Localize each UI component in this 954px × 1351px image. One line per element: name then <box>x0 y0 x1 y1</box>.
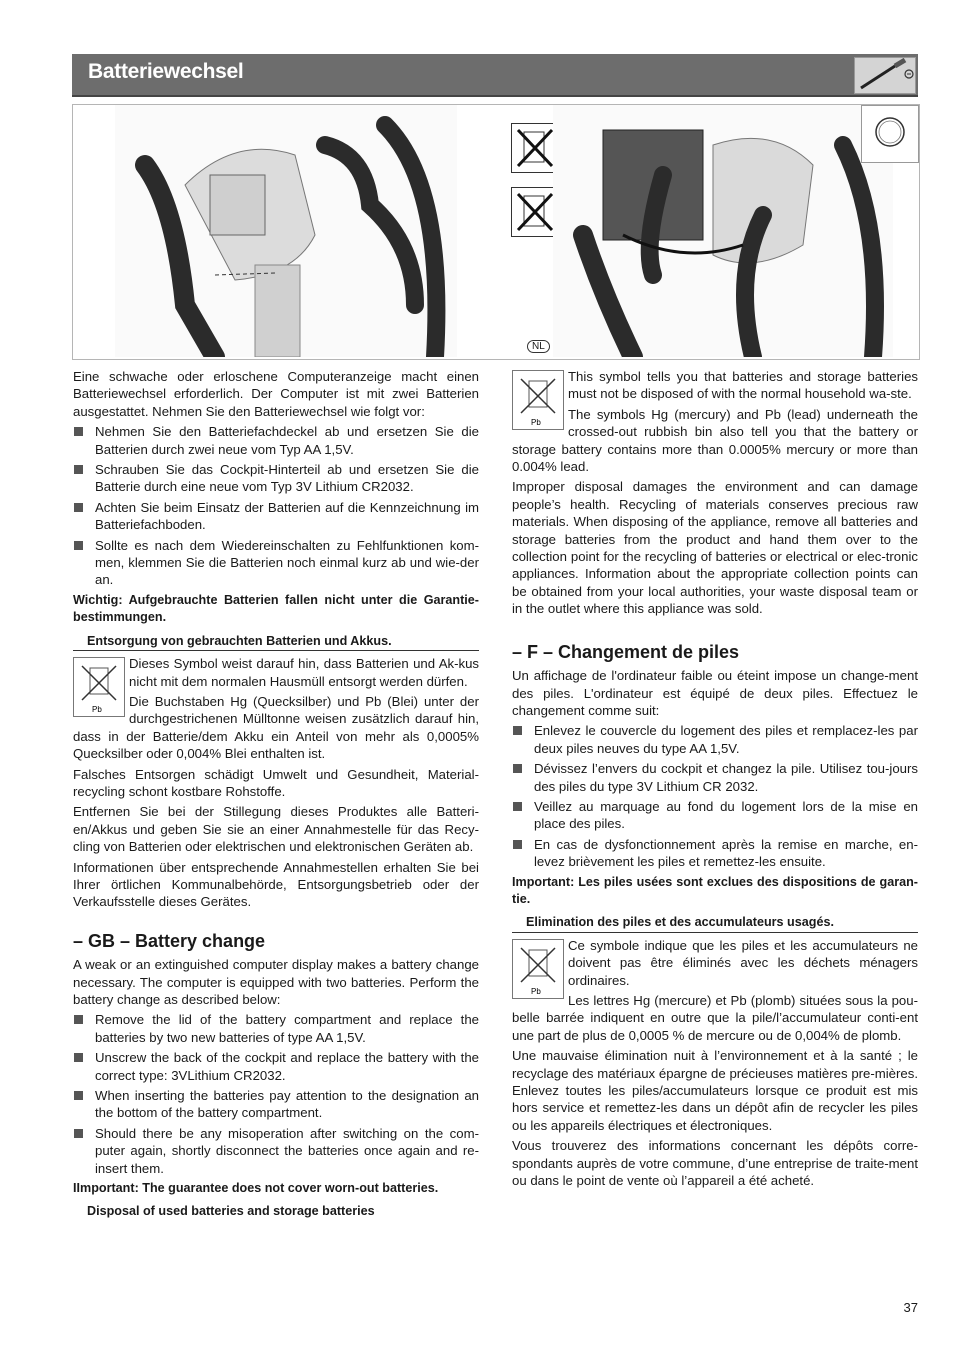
fr-disposal-title: Elimination des piles et des accumulateurs usagés. <box>512 914 918 932</box>
fr-disposal-hg-pb-text: Les lettres Hg (mercure) et Pb (plomb) situées sous la pou-belle barrée indiquent en outre que la pile/l’accumulateur conti-ent une part de plus de 0,0005 % de mercure ou de 0,004% de plomb. <box>512 993 918 1043</box>
gb-disposal-symbol-text: This symbol tells you that batteries and storage batteries must not be disposed of with the normal household wa-ste. <box>568 369 918 402</box>
de-disposal-harm-text: Falsches Entsorgen schädigt Umwelt und Gesundheit, Material-recycling schont kostbare Rohstoffe. <box>73 766 479 799</box>
list-item: Schrauben Sie das Cockpit-Hinterteil ab und ersetzen Sie die Batterie durch eine neue vom Typ 3V Lithium CR2032. <box>73 461 479 496</box>
gb-disposal-title: Disposal of used batteries and storage batteries <box>87 1204 375 1219</box>
de-disposal-hg-pb-text: Die Buchstaben Hg (Quecksilber) und Pb (Blei) unter der durchgestrichenen Mülltonne weisen zusätzlich darauf hin, dass in der Batterie/dem Akku ein Anteil von mehr als 0,0005% Quecksilber oder 0,004% Blei enthalten ist. <box>73 693 479 762</box>
fr-disposal-harm-text: Une mauvaise élimination nuit à l’environnement et à la santé ; le recyclage des matériaux épargne de précieuses matières pre-mières. Enlevez toutes les piles/accumulateurs lorsque ce produit est mis hors service et remettez-les dans un dépôt afin de recycler les piles ou les appareils électriques et électroniques. <box>512 1048 918 1133</box>
pb-label: Pb <box>531 986 541 996</box>
pb-label: Pb <box>531 418 541 427</box>
gb-disposal-block <box>512 368 918 475</box>
fr-heading: – F – Changement de piles <box>512 641 740 662</box>
right-column <box>512 368 918 1192</box>
header-bar <box>72 54 918 97</box>
de-important-note: Wichtig: Aufgebrauchte Batterien fallen nicht unter die Garantie-bestimmungen. <box>73 592 479 625</box>
fr-steps-list <box>512 722 918 870</box>
gb-disposal-hg-pb-text: The symbols Hg (mercury) and Pb (lead) underneath the crossed-out rubbish bin also tell you that the battery or storage battery contains more than 0.0005% mercury or more than 0.004% lead. <box>512 406 918 475</box>
list-item: Enlevez le couvercle du logement des piles et remplacez-les par deux piles neuves du type AA 1,5V. <box>512 722 918 757</box>
gb-important-note: IImportant: The guarantee does not cover worn-out batteries. <box>73 1181 439 1196</box>
gb-disposal-harm-text: Improper disposal damages the environment and can damage people’s health. Recycling of materials conserves precious raw materials. When disposing of the appliance, remove all batteries and storage batteries from the product and hand them over to the collection point for the recycling of batteries or electrical or elec-tronic appliances. Information about the appropriate collection points can be obtained from your local authorities, your waste disposal team or in the outlet where this appliance was sold. <box>512 479 918 617</box>
page-number: 37 <box>903 1300 918 1315</box>
list-item: Dévissez l’envers du cockpit et changez la pile. Utilisez tou-jours des piles du type 3V Lithium CR 2032. <box>512 760 918 795</box>
list-item: Achten Sie beim Einsatz der Batterien auf die Kennzeichnung im Batteriefachboden. <box>73 499 479 534</box>
page-title: Batteriewechsel <box>88 60 244 83</box>
nl-label: NL <box>527 340 550 353</box>
illustration-panel <box>72 104 920 360</box>
crossed-bin-icon <box>512 939 564 999</box>
list-item: Nehmen Sie den Batteriefachdeckel ab und ersetzen Sie die Batterien durch zwei neue vom Typ AA 1,5V. <box>73 423 479 458</box>
gb-intro: A weak or an extinguished computer display makes a battery change necessary. The computer is equipped with two batteries. Perform the battery change as described below: <box>73 957 479 1007</box>
gb-heading: – GB – Battery change <box>73 930 266 951</box>
pb-label: Pb <box>92 705 102 715</box>
list-item: Should there be any misoperation after switching on the com-puter again, shortly disconnect the batteries once again and re-insert them. <box>73 1125 479 1177</box>
de-disposal-remove-text: Entfernen Sie bei der Stillegung dieses Produktes alle Batteri-en/Akkus und geben Sie sie an einer Annahmestelle für das Recy-cling von Batterien oder elektrischen und elektronischen Geräten ab. <box>73 804 479 855</box>
de-disposal-block <box>73 655 479 762</box>
crossed-bin-icon <box>511 187 559 237</box>
screwdriver-icon <box>854 57 916 94</box>
list-item: En cas de dysfonctionnement après la remise en marche, en-levez brièvement les piles et remettez-les ensuite. <box>512 836 918 871</box>
gb-steps-list <box>73 1011 479 1177</box>
fr-important-note: Important: Les piles usées sont exclues des dispositions de garan-tie. <box>512 874 918 906</box>
battery-icon <box>861 105 919 163</box>
de-disposal-symbol-text: Dieses Symbol weist darauf hin, dass Batterien und Ak-kus nicht mit dem normalen Hausmüll entsorgt werden dürfen. <box>129 656 479 689</box>
fr-disposal-info-text: Vous trouverez des informations concernant les dépôts corre-spondants auprès de votre commune, d’une entreprise de traite-ment ou dans le point de vente où l’appareil a été acheté. <box>512 1138 918 1189</box>
list-item: When inserting the batteries pay attention to the designation an the bottom of the battery compartment. <box>73 1087 479 1122</box>
cockpit-illustration-left <box>115 105 457 357</box>
list-item: Sollte es nach dem Wiedereinschalten zu Fehlfunktionen kom-men, klemmen Sie die Batterien noch einmal kurz ab und wie-der an. <box>73 537 479 589</box>
list-item: Remove the lid of the battery compartment and replace the batteries by two new batteries of type AA 1,5V. <box>73 1011 479 1046</box>
list-item: Unscrew the back of the cockpit and replace the battery with the correct type: 3VLithium CR2032. <box>73 1049 479 1084</box>
fr-intro: Un affichage de l'ordinateur faible ou éteint impose un change-ment des piles. L'ordinateur est équipé de deux piles. Effectuez le changement comme suit: <box>512 668 918 718</box>
cockpit-illustration-right <box>553 105 893 357</box>
fr-disposal-block <box>512 937 918 1044</box>
crossed-bin-icon <box>512 370 564 430</box>
de-disposal-title: Entsorgung von gebrauchten Batterien und Akkus. <box>73 633 479 651</box>
crossed-bin-icon <box>511 123 559 173</box>
crossed-bin-icon <box>73 657 125 717</box>
de-intro: Eine schwache oder erloschene Computeranzeige macht einen Batteriewechsel erforderlich. Der Computer ist mit zwei Batterien ausgestattet. Nehmen Sie den Batteriewechsel wie folgt vor: <box>73 369 479 419</box>
list-item: Veillez au marquage au fond du logement lors de la mise en place des piles. <box>512 798 918 833</box>
de-disposal-info-text: Informationen über entsprechende Annahmestellen erhalten Sie bei Ihrer örtlichen Kommunalbehörde, Entsorgungsbetrieb oder der Verkaufsstelle dieses Gerätes. <box>73 859 479 910</box>
de-steps-list <box>73 423 479 589</box>
fr-disposal-symbol-text: Ce symbole indique que les piles et les accumulateurs ne doivent pas être éliminés avec les déchets ménagers ordinaires. <box>568 937 918 988</box>
left-column <box>73 368 479 1225</box>
